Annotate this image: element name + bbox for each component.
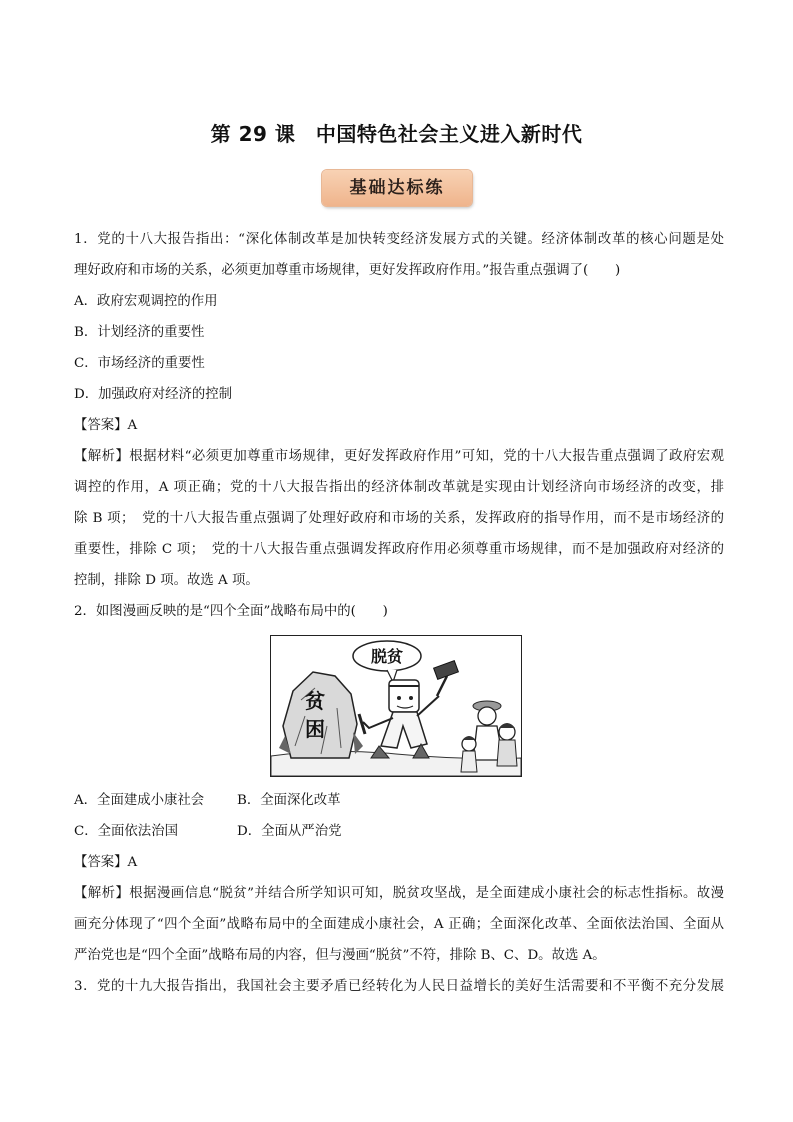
q1-option-a: A．政府宏观调控的作用 [74, 294, 218, 309]
q2-analysis-line2: 画充分体现了“四个全面”战略布局中的全面建成小康社会，A 正确；全面深化改革、全面依法治国、全面从 [74, 917, 724, 932]
q2-options-row2 [74, 816, 724, 847]
bubble-text: 脱贫 [370, 647, 404, 666]
q1-stem-line1: 1．党的十八大报告指出：“深化体制改革是加快转变经济发展方式的关键。经济体制改革的核心问题是处 [74, 232, 724, 247]
q1-analysis-line2: 调控的作用，A 项正确；党的十八大报告指出的经济体制改革就是实现由计划经济向市场经济的改变，排 [74, 480, 724, 495]
q3-stem-line1: 3．党的十九大报告指出，我国社会主要矛盾已经转化为人民日益增长的美好生活需要和不平衡不充分发展 [74, 979, 724, 994]
q1-option-d: D．加强政府对经济的控制 [74, 387, 233, 402]
cartoon-figure [270, 635, 522, 777]
worker-figure [359, 661, 458, 758]
q1-analysis-line3: 除 B 项； 党的十八大报告重点强调了处理好政府和市场的关系，发挥政府的指导作用，而不是市场经济的 [74, 511, 724, 526]
q2-stem: 2．如图漫画反映的是“四个全面”战略布局中的( ) [74, 604, 388, 619]
rock-char-1: 贫 [305, 689, 325, 713]
q1-stem-line2: 理好政府和市场的关系，必须更加尊重市场规律，更好发挥政府作用。”报告重点强调了( ) [74, 263, 621, 278]
section-badge [322, 170, 472, 206]
question-body [74, 224, 724, 1002]
q2-options-row1 [74, 785, 724, 816]
q2-analysis-line1: 【解析】根据漫画信息“脱贫”并结合所学知识可知，脱贫攻坚战，是全面建成小康社会的标志性指标。故漫 [74, 886, 724, 901]
q2-option-d: D．全面从严治党 [237, 824, 342, 839]
q1-analysis-line4: 重要性，排除 C 项； 党的十八大报告重点强调发挥政府作用必须尊重市场规律，而不是加强政府对经济的 [74, 542, 724, 557]
q1-answer: 【答案】A [74, 418, 138, 433]
section-badge-label: 基础达标练 [349, 178, 445, 198]
poverty-rock [279, 672, 363, 758]
q1-option-b: B．计划经济的重要性 [74, 325, 205, 340]
q2-analysis-line3: 严治党也是“四个全面”战略布局的内容，但与漫画“脱贫”不符，排除 B、C、D。故选 A。 [74, 948, 606, 963]
speech-bubble [353, 641, 421, 682]
q2-option-c: C．全面依法治国 [74, 824, 178, 839]
q2-option-b: B．全面深化改革 [237, 793, 341, 808]
q1-analysis-line5: 控制，排除 D 项。故选 A 项。 [74, 573, 259, 588]
q1-analysis-line1: 【解析】根据材料“必须更加尊重市场规律，更好发挥政府作用”可知，党的十八大报告重点强调了政府宏观 [74, 449, 724, 464]
q2-answer: 【答案】A [74, 855, 138, 870]
q1-option-c: C．市场经济的重要性 [74, 356, 205, 371]
rock-char-2: 困 [305, 717, 325, 741]
page-title: 第 29 课 中国特色社会主义进入新时代 [210, 122, 583, 146]
q2-option-a: A．全面建成小康社会 [74, 793, 205, 808]
